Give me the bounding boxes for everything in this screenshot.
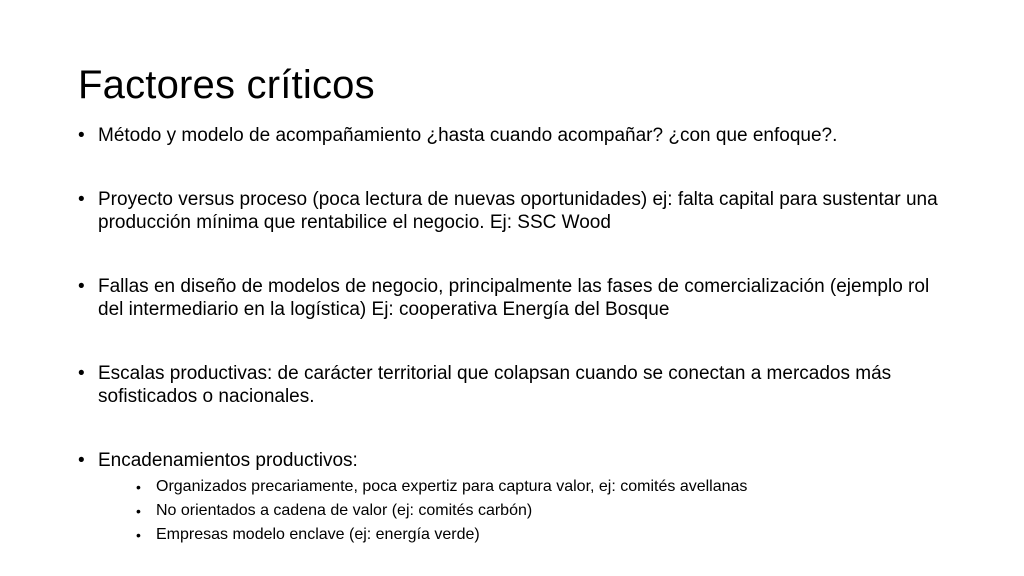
slide-title: Factores críticos (78, 63, 375, 107)
sub-bullet-item (98, 475, 958, 499)
sub-bullet-item (98, 523, 958, 547)
bullet-dot-icon: • (78, 363, 85, 384)
sub-bullet-dot-icon: • (136, 503, 141, 519)
sub-bullet-list (98, 475, 958, 547)
bullet-item (78, 362, 958, 408)
bullet-text: Fallas en diseño de modelos de negocio, principalmente las fases de comercialización (ejemplo rol del intermediario en la logística) Ej: cooperativa Energía del Bosque (98, 276, 930, 320)
bullet-list (78, 124, 958, 547)
bullet-dot-icon: • (78, 450, 85, 471)
bullet-text: Método y modelo de acompañamiento ¿hasta cuando acompañar? ¿con que enfoque?. (98, 125, 838, 146)
bullet-dot-icon: • (78, 276, 85, 297)
sub-bullet-text: No orientados a cadena de valor (ej: comités carbón) (156, 502, 533, 519)
sub-bullet-dot-icon: • (136, 527, 141, 543)
sub-bullet-text: Organizados precariamente, poca expertiz para captura valor, ej: comités avellanas (156, 478, 748, 495)
bullet-text: Escalas productivas: de carácter territorial que colapsan cuando se conectan a mercados más sofisticados o nacionales. (98, 363, 892, 407)
sub-bullet-text: Empresas modelo enclave (ej: energía verde) (156, 526, 480, 543)
bullet-text: Encadenamientos productivos: (98, 450, 358, 471)
sub-bullet-item (98, 499, 958, 523)
bullet-text: Proyecto versus proceso (poca lectura de nuevas oportunidades) ej: falta capital para sustentar una producción mínima que rentabilice el negocio. Ej: SSC Wood (98, 189, 938, 233)
bullet-dot-icon: • (78, 125, 85, 146)
sub-bullet-dot-icon: • (136, 479, 141, 495)
bullet-item (78, 188, 958, 234)
bullet-item (78, 124, 958, 147)
bullet-dot-icon: • (78, 189, 85, 210)
bullet-item (78, 449, 958, 547)
bullet-item (78, 275, 958, 321)
